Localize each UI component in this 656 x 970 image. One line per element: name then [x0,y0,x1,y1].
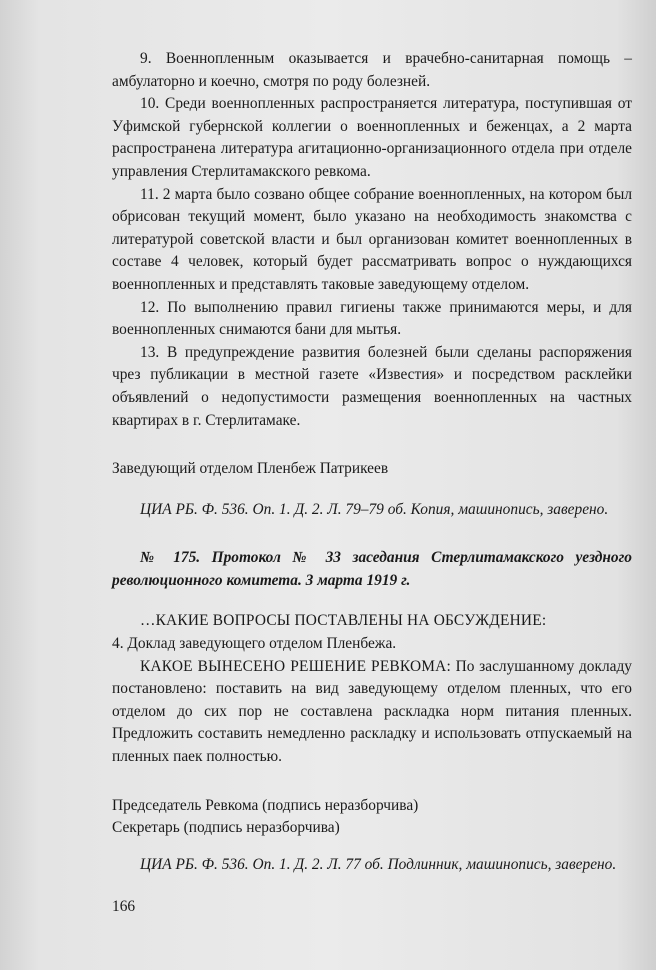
paragraph-item-10: 10. Среди военнопленных распространяется литература, поступившая от Уфимской губернской коллегии о военнопленных и беженцах, а 2 марта распространена литература агитационно-организационного отдела при отделе управления Стерлитамакского ревкома. [112,95,632,180]
paragraph-item-9: 9. Военнопленным оказывается и врачебно-санитарная помощь – амбулаторно и коечно, смотря по роду болезней. [112,50,632,90]
decision-paragraph [112,656,632,769]
page-content [112,48,632,876]
document-title: № 175. Протокол № 33 заседания Стерлитамакского уездного революционного комитета. 3 марта 1919 г. [112,549,632,589]
signature-head-of-department: Заведующий отделом Пленбеж Патрикеев [112,460,389,478]
archive-source-2: ЦИА РБ. Ф. 536. Оп. 1. Д. 2. Л. 77 об. Подлинник, машинопись, заверено. [140,855,617,873]
paragraph-item-13: 13. В предупреждение развития болезней были сделаны распоряжения чрез публикации в местной газете «Известия» и посредством расклейки объявлений о недопустимости размещения военнопленных на частных квартирах в г. Стерлитамаке. [112,343,632,429]
signature-secretary: Секретарь (подпись неразборчива) [112,819,340,837]
signature-chairman: Председатель Ревкома (подпись неразборчива) [112,796,419,814]
page-number: 166 [112,898,136,915]
paragraph-item-12: 12. По выполнению правил гигиены также принимаются меры, и для военнопленных снимаются бани для мытья. [112,298,632,339]
question-text: 4. Доклад заведующего отделом Пленбежа. [112,635,397,653]
decision-heading: КАКОЕ ВЫНЕСЕНО РЕШЕНИЕ РЕВКОМА: [140,657,451,675]
paragraph-item-11: 11. 2 марта было созвано общее собрание военнопленных, на котором был обрисован текущий момент, было указано на необходимость знакомства с литературой советской власти и был организован комитет военнопленных в составе 4 человек, который будет рассматривать вопрос о нуждающихся военнопленных и представлять таковые заведующему отделом. [112,185,632,293]
question-heading: …КАКИЕ ВОПРОСЫ ПОСТАВЛЕНЫ НА ОБСУЖДЕНИЕ: [140,612,547,630]
archive-source-1: ЦИА РБ. Ф. 536. Оп. 1. Д. 2. Л. 79–79 об. Копия, машинопись, заверено. [140,500,609,518]
decision-text: По заслушанному докладу постановлено: поставить на вид заведующему отделом пленных, что его отделом до сих пор не составлена раскладка норм питания пленных. Предложить составить немедленно раскладку и использовать отпускаемый на пленных паек полностью. [112,657,632,766]
